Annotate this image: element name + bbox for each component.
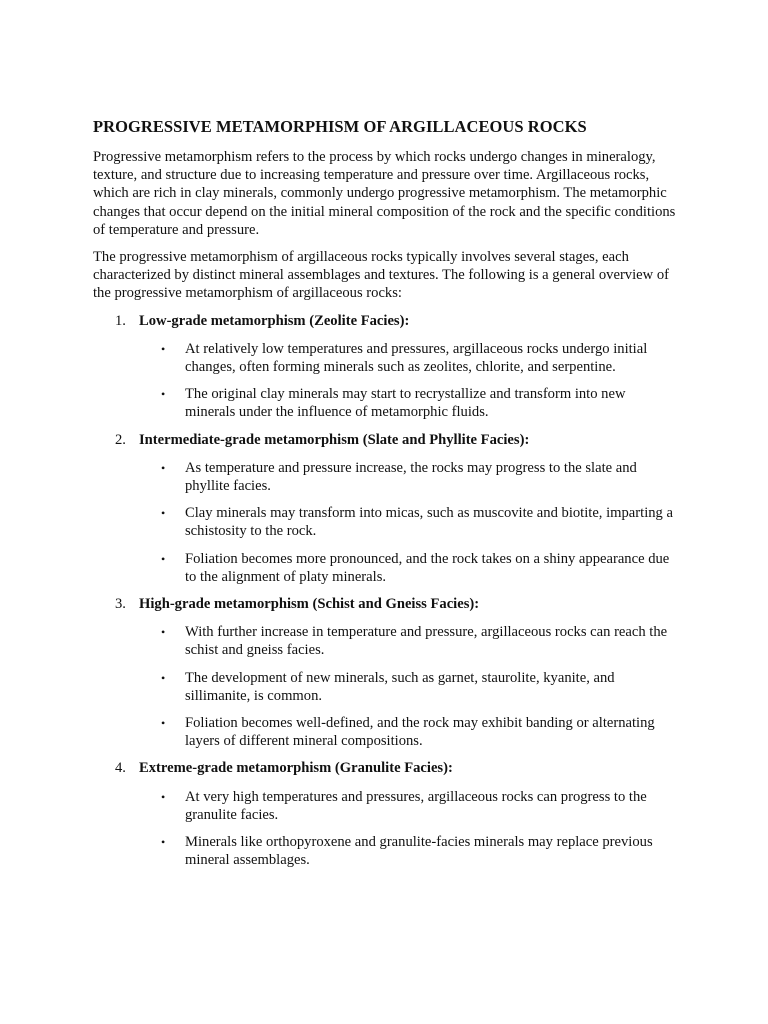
list-item bbox=[93, 504, 678, 540]
bullet-icon: • bbox=[161, 835, 166, 850]
bullet-icon: • bbox=[161, 716, 166, 731]
overview-paragraph: The progressive metamorphism of argillaceous rocks typically involves several stages, each characterized by distinct mineral assemblages and textures. The following is a general overview of the progressive metamorphism of argillaceous rocks: bbox=[93, 249, 669, 302]
intro-paragraph: Progressive metamorphism refers to the process by which rocks undergo changes in mineralogy, texture, and structure due to increasing temperature and pressure over time. Argillaceous rocks, which are rich in clay minerals, commonly undergo progressive metamorphism. The metamorphic changes that occur depend on the initial mineral composition of the rock and the specific conditions of temperature and pressure. bbox=[93, 149, 676, 238]
bullet-icon: • bbox=[161, 387, 166, 402]
point-text: At relatively low temperatures and pressures, argillaceous rocks undergo initial changes, often forming minerals such as zeolites, chlorite, and serpentine. bbox=[185, 340, 648, 376]
list-item bbox=[93, 550, 678, 586]
stage-item bbox=[93, 595, 678, 750]
stage-points bbox=[93, 788, 678, 870]
list-item bbox=[93, 385, 678, 421]
stage-number: 2. bbox=[115, 431, 126, 448]
point-text: The original clay minerals may start to recrystallize and transform into new minerals under the influence of metamorphic fluids. bbox=[185, 386, 626, 421]
stage-points bbox=[93, 623, 678, 750]
stage-item bbox=[93, 431, 678, 586]
stage-heading bbox=[93, 595, 678, 613]
stage-heading-text: High-grade metamorphism (Schist and Gneiss Facies): bbox=[139, 596, 480, 613]
stage-item bbox=[93, 759, 678, 869]
stage-points bbox=[93, 459, 678, 586]
bullet-icon: • bbox=[161, 460, 166, 475]
stage-number: 3. bbox=[115, 596, 126, 613]
stage-item bbox=[93, 312, 678, 422]
point-text: Foliation becomes more pronounced, and the rock takes on a shiny appearance due to the alignment of platy minerals. bbox=[185, 550, 670, 585]
stage-heading bbox=[93, 312, 678, 330]
list-item bbox=[93, 340, 678, 376]
list-item bbox=[93, 623, 678, 659]
bullet-icon: • bbox=[161, 789, 166, 804]
list-item bbox=[93, 714, 678, 750]
list-item bbox=[93, 459, 678, 495]
page-title: PROGRESSIVE METAMORPHISM OF ARGILLACEOUS ROCKS bbox=[93, 117, 587, 136]
stage-heading-text: Intermediate-grade metamorphism (Slate and Phyllite Facies): bbox=[139, 431, 530, 448]
point-text: Clay minerals may transform into micas, such as muscovite and biotite, imparting a schistosity to the rock. bbox=[185, 505, 673, 540]
bullet-icon: • bbox=[161, 670, 166, 685]
point-text: As temperature and pressure increase, the rocks may progress to the slate and phyllite facies. bbox=[185, 459, 637, 495]
bullet-icon: • bbox=[161, 341, 166, 356]
list-item bbox=[93, 669, 678, 705]
stage-points bbox=[93, 340, 678, 422]
document-page bbox=[93, 116, 678, 879]
point-text: Foliation becomes well-defined, and the rock may exhibit banding or alternating layers of different mineral compositions. bbox=[185, 715, 655, 750]
bullet-icon: • bbox=[161, 551, 166, 566]
point-text: The development of new minerals, such as garnet, staurolite, kyanite, and sillimanite, is common. bbox=[185, 669, 615, 704]
stage-heading-text: Low-grade metamorphism (Zeolite Facies): bbox=[139, 312, 410, 329]
stage-number: 4. bbox=[115, 760, 126, 777]
point-text: Minerals like orthopyroxene and granulite-facies minerals may replace previous mineral assemblages. bbox=[185, 834, 653, 869]
bullet-icon: • bbox=[161, 625, 166, 640]
list-item bbox=[93, 788, 678, 824]
stage-heading bbox=[93, 431, 678, 449]
list-item bbox=[93, 833, 678, 869]
stages-list bbox=[93, 312, 678, 870]
stage-number: 1. bbox=[115, 312, 126, 329]
bullet-icon: • bbox=[161, 506, 166, 521]
stage-heading-text: Extreme-grade metamorphism (Granulite Facies): bbox=[139, 760, 453, 777]
point-text: At very high temperatures and pressures, argillaceous rocks can progress to the granulite facies. bbox=[185, 788, 647, 823]
stage-heading bbox=[93, 759, 678, 777]
point-text: With further increase in temperature and pressure, argillaceous rocks can reach the schist and gneiss facies. bbox=[185, 624, 668, 659]
